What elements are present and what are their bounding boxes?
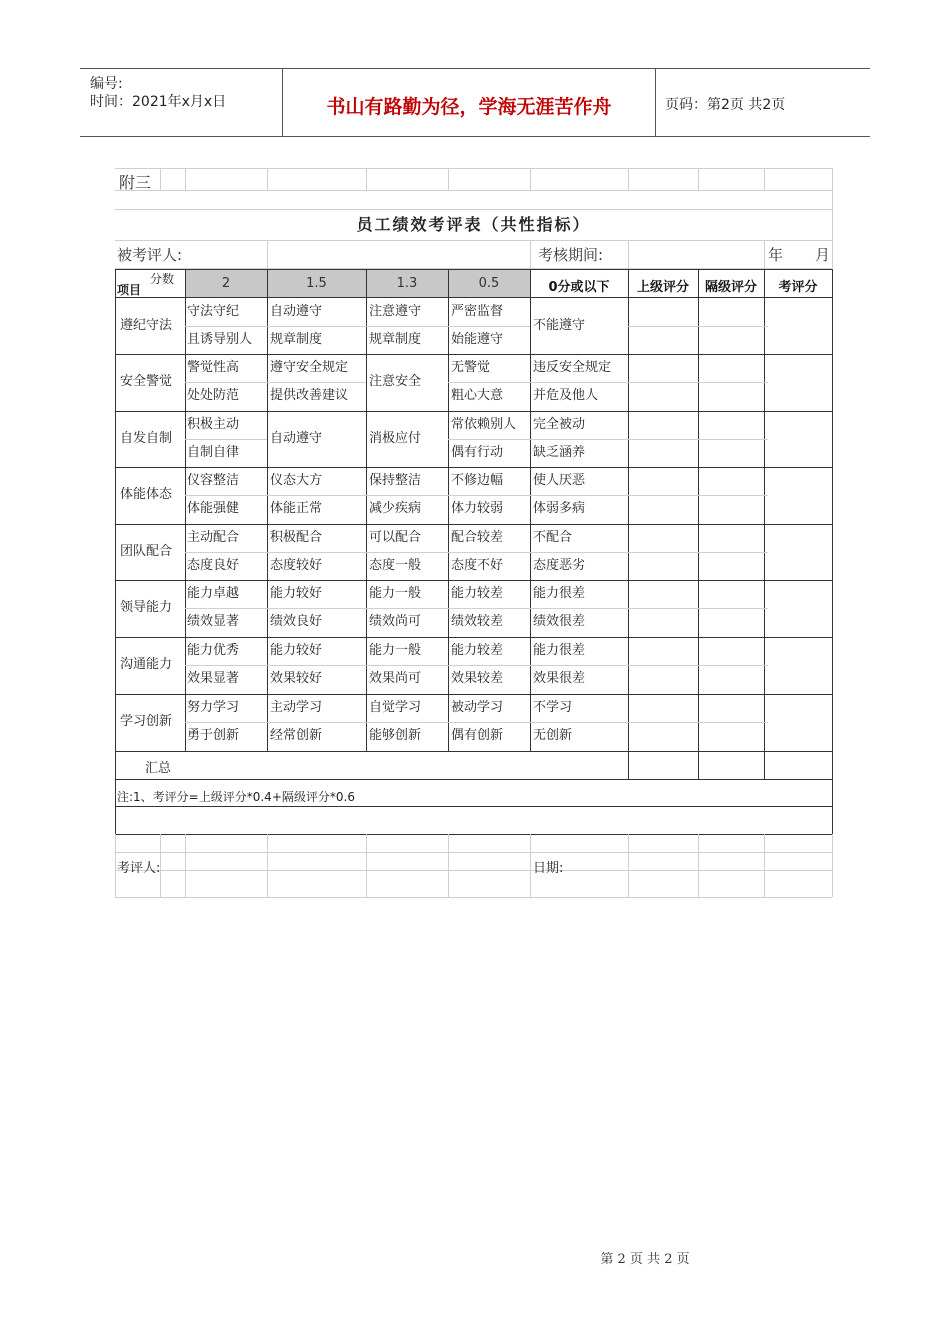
grid-line <box>832 834 833 897</box>
criteria-text: 态度较好 <box>270 558 323 573</box>
criteria-text: 态度恶劣 <box>533 558 586 573</box>
header-right-cell <box>655 69 870 136</box>
table-border <box>115 467 832 468</box>
cell-divider <box>448 665 530 666</box>
table-border <box>115 580 832 581</box>
grid-line <box>698 168 699 190</box>
criteria-text: 效果很差 <box>533 671 586 686</box>
table-border <box>267 269 268 751</box>
criteria-text: 注意遵守 <box>369 304 422 319</box>
criteria-text: 能力一般 <box>369 643 422 658</box>
criteria-text: 效果尚可 <box>369 671 422 686</box>
row-item-label: 安全警觉 <box>120 374 173 389</box>
row-item-label: 学习创新 <box>120 714 173 729</box>
column-header-5: 上级评分 <box>636 280 689 295</box>
grid-line <box>115 168 832 169</box>
criteria-text: 不学习 <box>533 700 573 715</box>
criteria-text: 能力很差 <box>533 586 586 601</box>
criteria-text: 绩效良好 <box>270 614 323 629</box>
criteria-text: 自制自律 <box>187 445 240 460</box>
criteria-text: 体弱多病 <box>533 501 586 516</box>
grid-line <box>628 240 629 268</box>
header-page-label: 页码：第2页 共2页 <box>665 97 786 113</box>
criteria-text: 主动配合 <box>187 530 240 545</box>
criteria-text: 减少疾病 <box>369 501 422 516</box>
criteria-text: 自觉学习 <box>369 700 422 715</box>
criteria-text: 能力较差 <box>451 643 504 658</box>
cell-divider <box>366 552 448 553</box>
table-border <box>448 269 449 751</box>
criteria-text: 经常创新 <box>270 728 323 743</box>
criteria-text: 态度不好 <box>451 558 504 573</box>
grid-line <box>698 834 699 897</box>
criteria-text: 使人厌恶 <box>533 473 586 488</box>
cell-divider <box>448 439 530 440</box>
row-item-label: 遵纪守法 <box>120 318 173 333</box>
grid-line <box>366 834 367 897</box>
criteria-text: 警觉性高 <box>187 360 240 375</box>
cell-divider <box>530 495 628 496</box>
cell-divider <box>448 382 530 383</box>
cell-divider <box>185 326 267 327</box>
grid-line <box>267 240 268 268</box>
table-border <box>764 269 765 751</box>
criteria-text: 积极主动 <box>187 417 240 432</box>
header-left-cell <box>80 69 282 136</box>
criteria-text: 绩效较差 <box>451 614 504 629</box>
cell-divider <box>448 552 530 553</box>
note-text: 注:1、考评分=上级评分*0.4+隔级评分*0.6 <box>117 790 355 804</box>
criteria-text: 能够创新 <box>369 728 422 743</box>
criteria-text: 偶有创新 <box>451 728 504 743</box>
criteria-text: 配合较差 <box>451 530 504 545</box>
criteria-text: 努力学习 <box>187 700 240 715</box>
grid-line <box>115 834 116 897</box>
cell-divider <box>628 665 698 666</box>
table-border <box>115 354 832 355</box>
criteria-text: 可以配合 <box>369 530 422 545</box>
document-number-label: 编号: <box>90 76 123 92</box>
grid-line <box>115 897 832 898</box>
grid-line <box>832 168 833 190</box>
row-item-label: 体能体态 <box>120 487 173 502</box>
evaluatee-label: 被考评人: <box>117 246 183 264</box>
row-item-label: 领导能力 <box>120 600 173 615</box>
table-border <box>764 751 765 779</box>
column-header-7: 考评分 <box>778 280 818 295</box>
criteria-text: 绩效显著 <box>187 614 240 629</box>
grid-line <box>185 834 186 897</box>
criteria-text: 仪态大方 <box>270 473 323 488</box>
cell-divider <box>267 382 366 383</box>
corner-item-label: 项目 <box>117 283 142 297</box>
criteria-text: 完全被动 <box>533 417 586 432</box>
criteria-text: 并危及他人 <box>533 388 599 403</box>
grid-line <box>448 834 449 897</box>
cell-divider <box>185 495 267 496</box>
cell-divider <box>628 608 698 609</box>
cell-divider <box>628 722 698 723</box>
grid-line <box>530 168 531 190</box>
criteria-text: 不能遵守 <box>533 318 586 333</box>
summary-label: 汇总 <box>145 761 172 776</box>
criteria-text: 效果较好 <box>270 671 323 686</box>
cell-divider <box>698 439 768 440</box>
criteria-text: 且诱导别人 <box>187 332 253 347</box>
cell-divider <box>448 608 530 609</box>
criteria-text: 能力优秀 <box>187 643 240 658</box>
grid-line <box>115 209 832 210</box>
table-border <box>115 694 832 695</box>
criteria-text: 能力很差 <box>533 643 586 658</box>
cell-divider <box>267 608 366 609</box>
table-border <box>366 269 367 751</box>
month-label: 月 <box>815 246 831 264</box>
date-label: 日期: <box>533 861 564 876</box>
criteria-text: 无警觉 <box>451 360 491 375</box>
cell-divider <box>698 495 768 496</box>
cell-divider <box>628 439 698 440</box>
grid-line <box>628 834 629 897</box>
cell-divider <box>366 722 448 723</box>
cell-divider <box>366 326 448 327</box>
table-border <box>115 269 116 834</box>
criteria-text: 态度一般 <box>369 558 422 573</box>
criteria-text: 态度良好 <box>187 558 240 573</box>
cell-divider <box>530 608 628 609</box>
criteria-text: 效果显著 <box>187 671 240 686</box>
criteria-text: 体力较弱 <box>451 501 504 516</box>
criteria-text: 始能遵守 <box>451 332 504 347</box>
cell-divider <box>366 495 448 496</box>
criteria-text: 注意安全 <box>369 374 422 389</box>
criteria-text: 提供改善建议 <box>270 388 349 403</box>
row-item-label: 自发自制 <box>120 431 173 446</box>
cell-divider <box>628 495 698 496</box>
cell-divider <box>698 665 768 666</box>
grid-line <box>764 240 765 268</box>
table-border <box>698 269 699 751</box>
grid-line <box>267 834 268 897</box>
criteria-text: 消极应付 <box>369 431 422 446</box>
grid-line <box>115 852 832 853</box>
row-item-label: 团队配合 <box>120 544 173 559</box>
table-border <box>115 779 832 780</box>
criteria-text: 被动学习 <box>451 700 504 715</box>
table-border <box>628 269 629 751</box>
column-header-1: 1.5 <box>306 276 327 291</box>
criteria-text: 违反安全规定 <box>533 360 612 375</box>
grid-line <box>832 190 833 240</box>
cell-divider <box>267 552 366 553</box>
criteria-text: 能力较好 <box>270 643 323 658</box>
cell-divider <box>185 382 267 383</box>
criteria-text: 体能正常 <box>270 501 323 516</box>
criteria-text: 能力较差 <box>451 586 504 601</box>
table-border <box>832 269 833 834</box>
criteria-text: 绩效很差 <box>533 614 586 629</box>
cell-divider <box>698 722 768 723</box>
criteria-text: 能力卓越 <box>187 586 240 601</box>
criteria-text: 不修边幅 <box>451 473 504 488</box>
criteria-text: 守法守纪 <box>187 304 240 319</box>
table-border <box>115 637 832 638</box>
cell-divider <box>366 608 448 609</box>
grid-line <box>185 168 186 190</box>
criteria-text: 无创新 <box>533 728 573 743</box>
cell-divider <box>185 665 267 666</box>
cell-divider <box>628 382 698 383</box>
criteria-text: 积极配合 <box>270 530 323 545</box>
row-item-label: 沟通能力 <box>120 657 173 672</box>
criteria-text: 常依赖别人 <box>451 417 517 432</box>
criteria-text: 能力一般 <box>369 586 422 601</box>
cell-divider <box>530 552 628 553</box>
cell-divider <box>185 439 267 440</box>
corner-score-label: 分数 <box>150 272 175 286</box>
criteria-text: 仪容整洁 <box>187 473 240 488</box>
cell-divider <box>698 326 768 327</box>
sheet-title: 员工绩效考评表（共性指标） <box>356 215 591 234</box>
grid-line <box>832 240 833 268</box>
cell-divider <box>448 326 530 327</box>
criteria-text: 遵守安全规定 <box>270 360 349 375</box>
criteria-text: 缺乏涵养 <box>533 445 586 460</box>
criteria-text: 能力较好 <box>270 586 323 601</box>
column-header-2: 1.3 <box>396 276 418 291</box>
page-header <box>80 68 870 137</box>
table-border <box>530 269 531 751</box>
page-footer <box>0 1248 950 1267</box>
cell-divider <box>185 608 267 609</box>
table-border <box>115 524 832 525</box>
header-center-cell <box>282 69 656 136</box>
cell-divider <box>448 495 530 496</box>
table-border <box>698 751 699 779</box>
grid-line <box>115 190 832 191</box>
table-border <box>628 751 629 779</box>
cell-divider <box>530 665 628 666</box>
table-border <box>115 834 832 835</box>
cell-divider <box>698 608 768 609</box>
appendix-label: 附三 <box>119 173 152 192</box>
table-border <box>115 297 832 298</box>
cell-divider <box>698 552 768 553</box>
period-label: 考核期间: <box>538 246 604 264</box>
criteria-text: 自动遵守 <box>270 304 323 319</box>
cell-divider <box>267 495 366 496</box>
cell-divider <box>267 326 366 327</box>
cell-divider <box>267 665 366 666</box>
cell-divider <box>628 326 698 327</box>
criteria-text: 保持整洁 <box>369 473 422 488</box>
cell-divider <box>185 552 267 553</box>
grid-line <box>115 870 832 871</box>
evaluator-label: 考评人: <box>117 861 161 876</box>
criteria-text: 主动学习 <box>270 700 323 715</box>
cell-divider <box>267 722 366 723</box>
table-border <box>115 806 832 807</box>
grid-line <box>115 240 832 241</box>
document-time-label: 时间：2021年x月x日 <box>90 94 227 110</box>
cell-divider <box>530 439 628 440</box>
grid-line <box>530 240 531 268</box>
criteria-text: 偶有行动 <box>451 445 504 460</box>
criteria-text: 粗心大意 <box>451 388 504 403</box>
table-border <box>115 411 832 412</box>
grid-line <box>160 168 161 190</box>
criteria-text: 规章制度 <box>369 332 422 347</box>
column-header-3: 0.5 <box>478 276 500 291</box>
cell-divider <box>366 665 448 666</box>
criteria-text: 体能强健 <box>187 501 240 516</box>
header-motto: 书山有路勤为径，学海无涯苦作舟 <box>326 96 612 118</box>
grid-line <box>267 168 268 190</box>
criteria-text: 不配合 <box>533 530 573 545</box>
column-header-0: 2 <box>221 276 231 291</box>
criteria-text: 勇于创新 <box>187 728 240 743</box>
table-border <box>115 751 832 752</box>
grid-line <box>448 168 449 190</box>
criteria-text: 严密监督 <box>451 304 504 319</box>
criteria-text: 效果较差 <box>451 671 504 686</box>
grid-line <box>764 168 765 190</box>
column-header-4: 0分或以下 <box>548 280 610 295</box>
criteria-text: 规章制度 <box>270 332 323 347</box>
cell-divider <box>448 722 530 723</box>
grid-line <box>530 834 531 897</box>
grid-line <box>366 168 367 190</box>
criteria-text: 处处防范 <box>187 388 240 403</box>
cell-divider <box>628 552 698 553</box>
grid-line <box>764 834 765 897</box>
year-label: 年 <box>768 246 784 264</box>
cell-divider <box>530 722 628 723</box>
grid-line <box>628 168 629 190</box>
table-border <box>185 269 186 751</box>
cell-divider <box>185 722 267 723</box>
cell-divider <box>530 382 628 383</box>
criteria-text: 绩效尚可 <box>369 614 422 629</box>
footer-page-number: 第 2 页 共 2 页 <box>600 1252 690 1267</box>
criteria-text: 自动遵守 <box>270 431 323 446</box>
column-header-6: 隔级评分 <box>704 280 757 295</box>
cell-divider <box>698 382 768 383</box>
table-border <box>115 269 832 270</box>
